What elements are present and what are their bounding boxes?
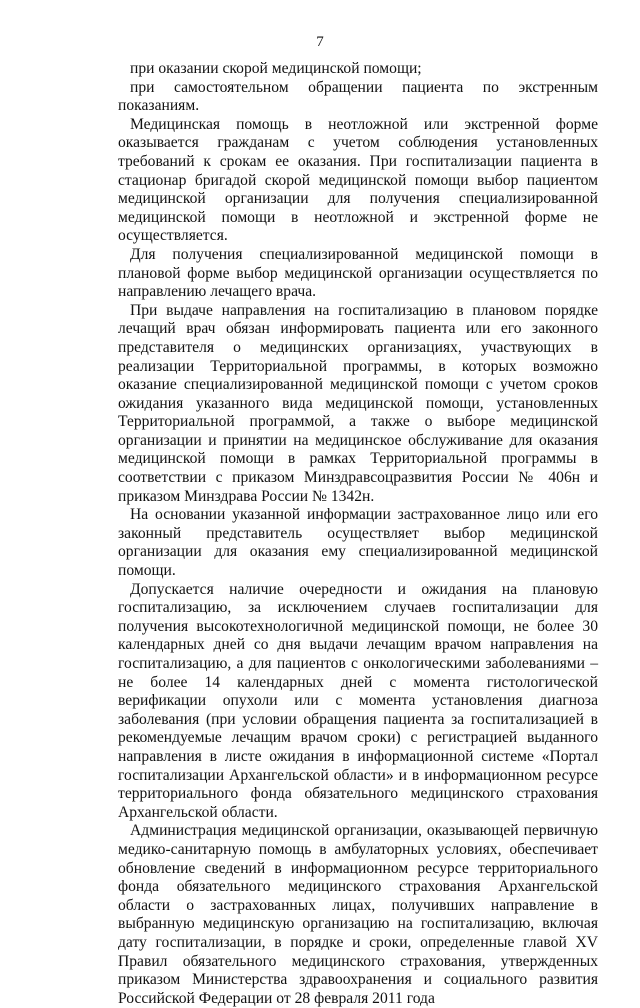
- paragraph: На основании указанной информации застрахованное лицо или его законный представитель осуществляет выбор медицинской организации для оказания ему специализированной медицинской помощи.: [118, 506, 598, 580]
- paragraph: Для получения специализированной медицинской помощи в плановой форме выбор медицинской организации осуществляется по направлению лечащего врача.: [118, 245, 598, 301]
- paragraph: при оказании скорой медицинской помощи;: [130, 60, 422, 77]
- paragraph: Медицинская помощь в неотложной или экстренной форме оказывается гражданам с учетом соблюдения установленных требований к срокам ее оказания. При госпитализации пациента в стационар бригадой скорой медицинской помощи выбор пациентом медицинской организации для получения специализированной медицинской помощи в неотложной и экстренной форме не осуществляется.: [118, 115, 598, 245]
- paragraph: При выдаче направления на госпитализацию в плановом порядке лечащий врач обязан информировать пациента или его законного представителя о медицинских организациях, участвующих в реализации Территориальной программы, в которых возможно оказание специализированной медицинской помощи с учетом сроков ожидания указанного вида медицинской помощи, установленных Территориальной программой, а также о выборе медицинской организации и принятии на медицинское обслуживание для оказания медицинской помощи в рамках Территориальной программы в соответствии с приказом Минздравсоцразвития России № 406н и приказом Минздрава России № 1342н.: [118, 301, 598, 505]
- paragraph: Администрация медицинской организации, оказывающей первичную медико-санитарную помощь в амбулаторных условиях, обеспечивает обновление сведений в информационном ресурсе территориального фонда обязательного медицинского страхования Архангельской области о застрахованных лицах, получивших направление в выбранную медицинскую организацию на госпитализацию, включая дату госпитализации, в порядке и сроки, определенные главой XV Правил обязательного медицинского страхования, утвержденных приказом Министерства здравоохранения и социального развития Российской Федерации от 28 февраля 2011 года: [118, 822, 598, 1007]
- document-body: [118, 60, 598, 1008]
- paragraph: Допускается наличие очередности и ожидания на плановую госпитализацию, за исключением случаев госпитализации для получения высокотехнологичной медицинской помощи, не более 30 календарных дней со дня выдачи лечащим врачом направления на госпитализацию, а для пациентов с онкологическими заболеваниями – не более 14 календарных дней с момента гистологической верификации опухоли или с момента установления диагноза заболевания (при условии обращения пациента за госпитализацией в рекомендуемые лечащим врачом сроки) с регистрацией выданного направления в листе ожидания в информационной системе «Портал госпитализации Архангельской области» и в информационном ресурсе территориального фонда обязательного медицинского страхования Архангельской области.: [118, 580, 598, 821]
- paragraph: при самостоятельном обращении пациента по экстренным показаниям.: [118, 78, 598, 115]
- page-number: 7: [316, 34, 324, 50]
